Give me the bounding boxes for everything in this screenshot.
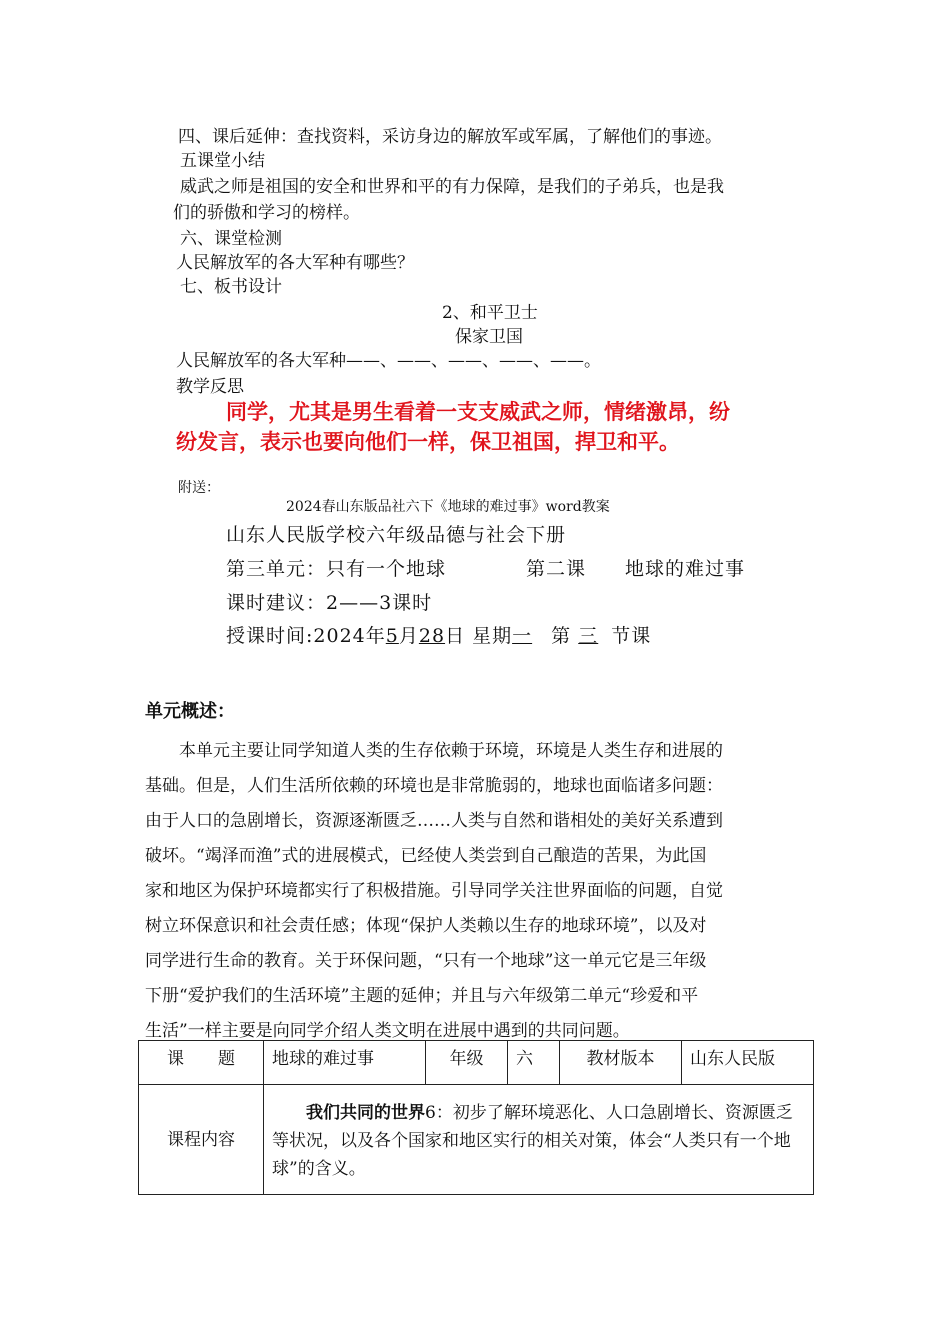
reflection-line-1: 同学，尤其是男生看着一支支威武之师，情绪激昂，纷: [226, 399, 730, 424]
overview-line: 下册“爱护我们的生活环境”主题的延伸；并且与六年级第二单元“珍爱和平: [145, 986, 699, 1006]
time-day: 28: [418, 625, 446, 647]
board-title: 2、和平卫士: [442, 303, 538, 323]
section-6-body: 人民解放军的各大军种有哪些？: [176, 253, 414, 273]
table-cell: 六: [508, 1041, 560, 1085]
time-month: 5: [385, 625, 399, 647]
table-cell: 山东人民版: [682, 1041, 814, 1085]
attach-label: 附送：: [178, 480, 220, 496]
table-cell: 课程内容: [139, 1085, 264, 1195]
time-prefix: 授课时间:2024年: [226, 625, 386, 647]
section-4-text: 四、课后延伸：查找资料，采访身边的解放军或军属，了解他们的事迹。: [178, 127, 722, 147]
time-weekday: 一: [512, 625, 533, 647]
time-section-suffix: 节课: [604, 625, 652, 647]
header-hours: 课时建议：2——3课时: [226, 592, 433, 614]
table-row: [139, 1041, 814, 1085]
time-section-prefix: 第: [544, 625, 579, 647]
board-subtitle: 保家卫国: [455, 327, 523, 347]
board-line: 人民解放军的各大军种——、——、——、——、——。: [176, 351, 601, 371]
section-5-body-1: 威武之师是祖国的安全和世界和平的有力保障，是我们的子弟兵，也是我: [180, 177, 724, 197]
section-7-title: 七、板书设计: [180, 277, 282, 297]
table-row: [139, 1085, 814, 1195]
section-5-title: 五课堂小结: [180, 151, 265, 171]
overview-line: 同学进行生命的教育。关于环保问题，“只有一个地球”这一单元它是三年级: [145, 951, 707, 971]
section-5-body-2: 们的骄傲和学习的榜样。: [173, 203, 360, 223]
overview-line: 生活”一样主要是向同学介绍人类文明在进展中遇到的共同问题。: [145, 1021, 630, 1041]
overview-line: 基础。但是，人们生活所依赖的环境也是非常脆弱的，地球也面临诸多问题：: [145, 776, 723, 796]
table-cell: 课 题: [139, 1041, 264, 1085]
overview-line: 树立环保意识和社会责任感；体现“保护人类赖以生存的地球环境”，以及对: [145, 916, 707, 936]
overview-line: 破坏。“竭泽而渔”式的进展模式，已经使人类尝到自己酿造的苦果，为此国: [145, 846, 707, 866]
time-day-unit: 日 星期: [445, 625, 513, 647]
lesson-info-table: [138, 1040, 814, 1195]
overview-line: 由于人口的急剧增长，资源逐渐匮乏……人类与自然和谐相处的美好关系遭到: [145, 811, 723, 831]
attach-title: 2024春山东版品社六下《地球的难过事》word教案: [286, 499, 610, 515]
overview-line: 家和地区为保护环境都实行了积极措施。引导同学关注世界面临的问题，自觉: [145, 881, 723, 901]
header-lesson-name: 地球的难过事: [625, 558, 746, 580]
content-text: 6：初步了解环境恶化、人口急剧增长、资源匮乏等状况，以及各个国家和地区实行的相关对策，体会“人类只有一个地球”的含义。: [272, 1103, 793, 1179]
table-cell: 地球的难过事: [264, 1041, 426, 1085]
time-section-num: 三: [578, 625, 599, 647]
content-bold: 我们共同的世界: [306, 1103, 425, 1123]
reflection-title: 教学反思: [176, 377, 244, 397]
overview-line: 本单元主要让同学知道人类的生存依赖于环境，环境是人类生存和进展的: [179, 741, 723, 761]
header-lesson: 第二课: [526, 558, 587, 580]
overview-title: 单元概述：: [145, 701, 235, 722]
table-cell: 年级: [426, 1041, 508, 1085]
header-unit: 第三单元：只有一个地球: [226, 558, 447, 580]
section-6-title: 六、课堂检测: [180, 229, 282, 249]
reflection-line-2: 纷发言，表示也要向他们一样，保卫祖国，捍卫和平。: [176, 429, 680, 454]
time-month-unit: 月: [398, 625, 419, 647]
table-cell: 教材版本: [560, 1041, 682, 1085]
overview-paragraph: [145, 734, 815, 1049]
header-time: [226, 624, 651, 648]
header-line-1: 山东人民版学校六年级品德与社会下册: [226, 524, 567, 546]
table-cell-content: [264, 1085, 814, 1195]
